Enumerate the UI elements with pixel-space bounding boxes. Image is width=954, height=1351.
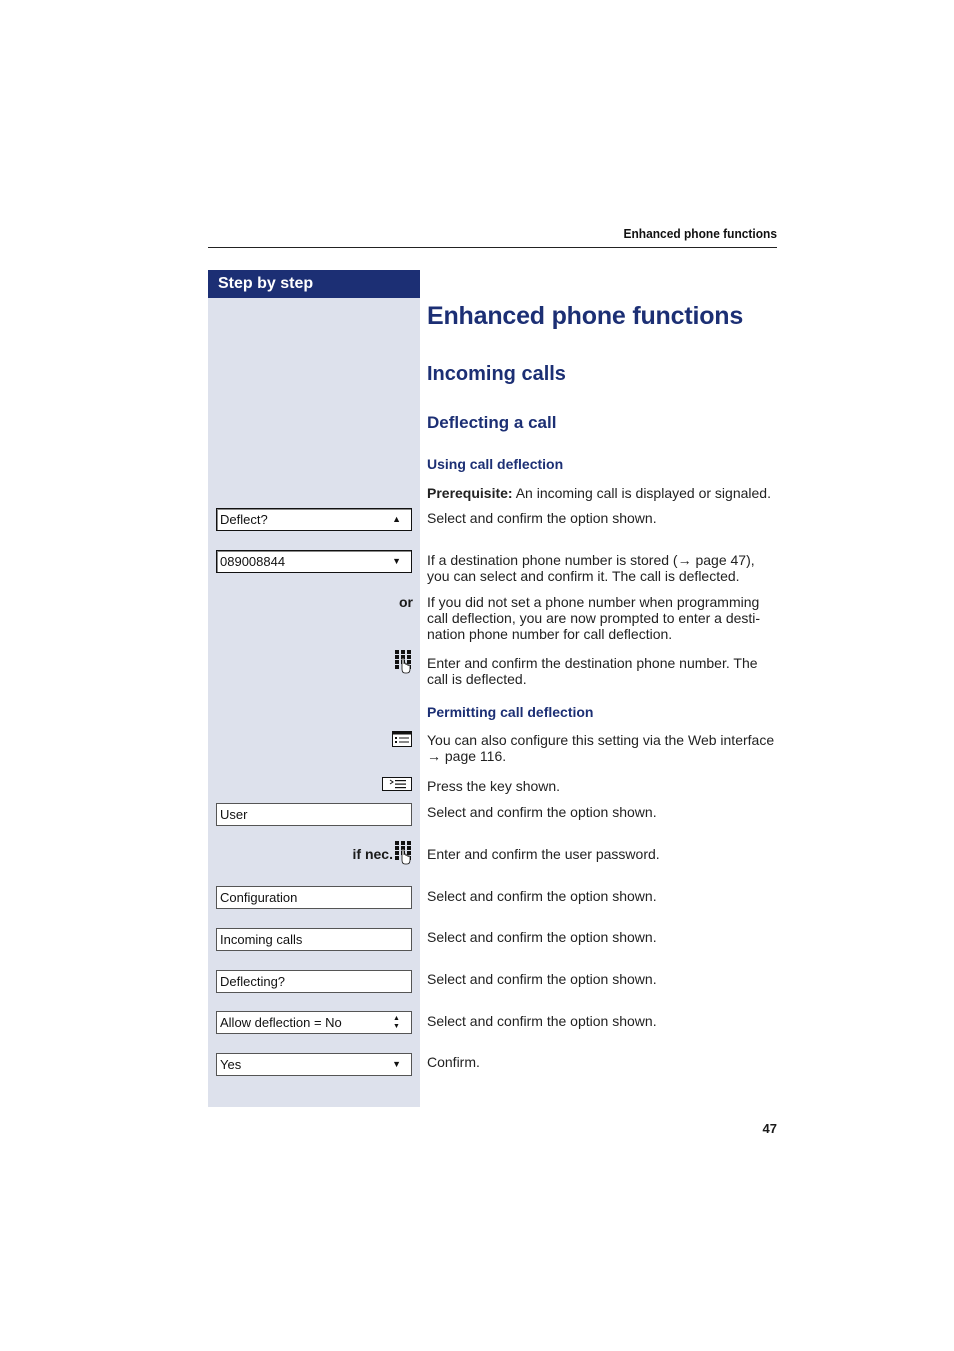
step-select-deflecting: Select and confirm the option shown. [427,971,657,987]
display-number-value: 089008844 [220,554,286,569]
arrow-down-icon: ▼ [392,1059,401,1069]
running-header: Enhanced phone functions [623,226,777,241]
step-confirm: Confirm. [427,1054,480,1070]
prerequisite [427,485,779,501]
display-allow-deflection[interactable] [216,1011,412,1034]
step-enter-destination-line2: call is deflected. [427,671,527,687]
step-press-key: Press the key shown. [427,778,561,794]
step-no-number [427,594,779,642]
step-no-number-line3: nation phone number for call deflection. [427,626,673,642]
prerequisite-text: An incoming call is displayed or signaled. [512,485,771,501]
page-number: 47 [762,1121,777,1136]
step-select-configuration: Select and confirm the option shown. [427,888,657,904]
display-user-label: User [220,807,248,822]
web-interface-icon [392,731,412,747]
subsection-title: Deflecting a call [427,413,557,432]
display-deflecting-label: Deflecting? [220,974,286,989]
heading-permitting-call-deflection: Permitting call deflection [427,704,594,720]
arrow-up-icon: ▲ [392,514,401,524]
arrow-updown-icon: ▲▼ [393,1015,400,1030]
display-incoming-calls-label: Incoming calls [220,932,303,947]
display-deflect[interactable] [216,508,412,531]
if-nec-label: if nec. [352,846,393,862]
note-web-interface-line1: You can also configure this setting via the Web interface [427,732,775,748]
step-no-number-line1: If you did not set a phone number when programming [427,594,760,610]
step-select-incoming-calls: Select and confirm the option shown. [427,929,657,945]
step-select-deflect: Select and confirm the option shown. [427,510,657,526]
step-select-user: Select and confirm the option shown. [427,804,657,820]
display-configuration-label: Configuration [220,890,298,905]
display-deflect-label: Deflect? [220,512,268,527]
note-web-interface [427,732,779,764]
keypad-icon [395,650,413,675]
step-enter-password: Enter and confirm the user password. [427,846,660,862]
or-label: or [399,594,413,610]
display-deflecting[interactable] [216,970,412,993]
step-stored-number-line1: If a destination phone number is stored (→ page 47), [427,552,755,568]
step-stored-number-line2: you can select and confirm it. The call is deflected. [427,568,740,584]
display-number[interactable] [216,550,412,573]
step-stored-number [427,552,779,584]
page-title: Enhanced phone functions [427,302,744,330]
display-incoming-calls[interactable] [216,928,412,951]
step-no-number-line2: call deflection, you are now prompted to enter a desti- [427,610,761,626]
step-select-allow-deflection: Select and confirm the option shown. [427,1013,657,1029]
step-enter-destination-line1: Enter and confirm the destination phone number. The [427,655,758,671]
display-allow-deflection-label: Allow deflection = No [220,1015,342,1030]
display-configuration[interactable] [216,886,412,909]
note-web-interface-line2: → page 116. [427,748,507,764]
arrow-down-icon: ▼ [392,556,401,566]
display-user[interactable] [216,803,412,826]
keypad-icon [395,841,413,866]
section-title: Incoming calls [427,363,566,385]
display-yes[interactable] [216,1053,412,1076]
menu-key-icon [382,777,412,791]
prerequisite-label: Prerequisite: [427,485,513,501]
step-enter-destination [427,655,779,687]
display-yes-label: Yes [220,1057,242,1072]
heading-using-call-deflection: Using call deflection [427,456,564,472]
step-by-step-title: Step by step [208,270,420,298]
header-rule [208,247,777,248]
